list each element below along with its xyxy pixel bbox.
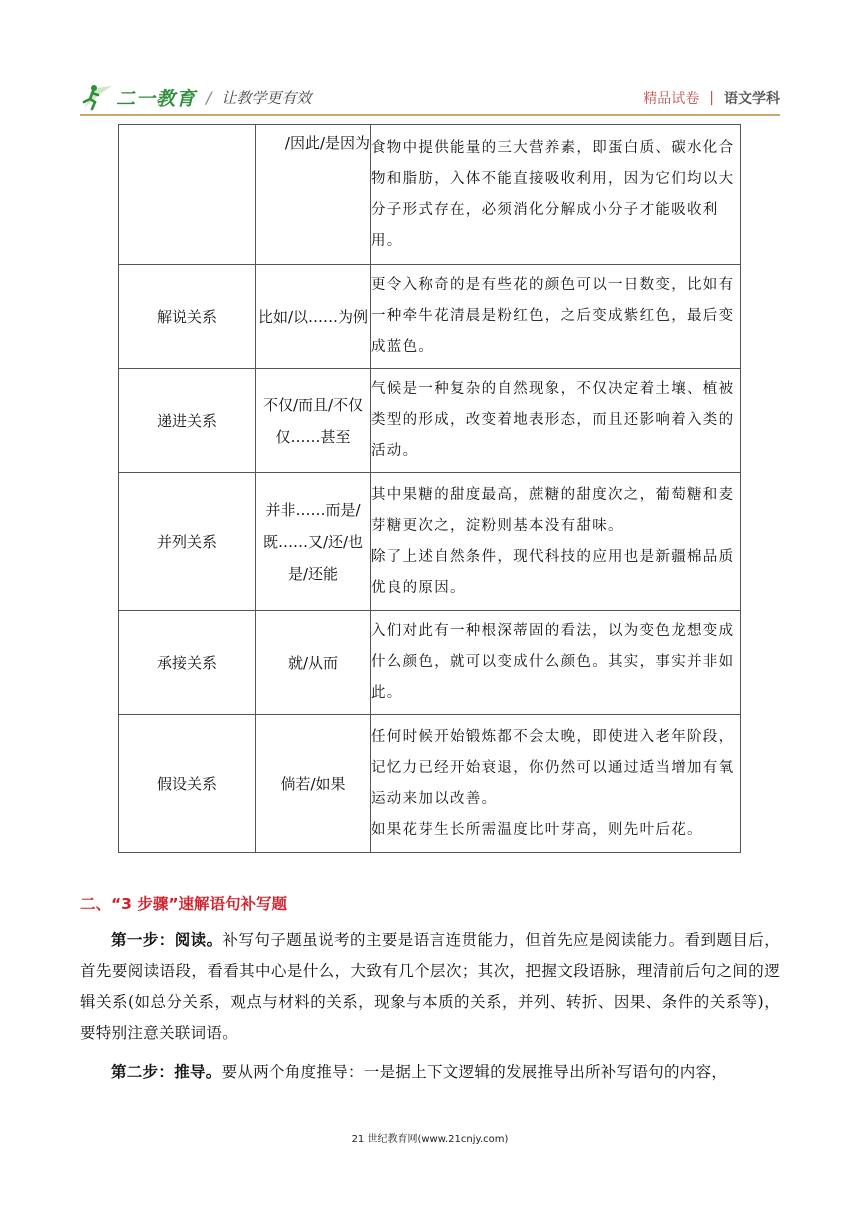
header-badges — [643, 88, 780, 108]
connective-words: 并非……而是/既……又/还/也是/还能 — [256, 473, 371, 611]
step2-text: 要从两个角度推导：一是据上下文逻辑的发展推导出所补写语句的内容， — [221, 1063, 728, 1081]
table-row — [119, 611, 741, 715]
connective-words: 就/从而 — [256, 611, 371, 715]
page-footer: 21 世纪教育网(www.21cnjy.com) — [351, 1134, 509, 1145]
example-sentence: 更令入称奇的是有些花的颜色可以一日数变，比如有一种牵牛花清晨是粉红色，之后变成紫红色，最后变成蓝色。 — [371, 277, 735, 355]
table-row — [119, 125, 741, 265]
relation-type: 并列关系 — [119, 473, 256, 611]
example-cell — [371, 611, 741, 715]
running-man-icon — [80, 82, 114, 112]
connective-words: 比如/以……为例 — [256, 265, 371, 369]
example-sentence: 入们对此有一种根深蒂固的看法，以为变色龙想变成什么颜色，就可以变成什么颜色。其实，事实并非如此。 — [371, 623, 735, 701]
table-row — [119, 265, 741, 369]
example-sentence: 除了上述自然条件，现代科技的应用也是新疆棉品质优良的原因。 — [371, 548, 735, 596]
badge-separator: | — [709, 90, 714, 106]
relation-type: 解说关系 — [119, 265, 256, 369]
table-row — [119, 473, 741, 611]
example-sentence: 任何时候开始锻炼都不会太晚，即使进入老年阶段，记忆力已经开始衰退，你仍然可以通过适当增加有氧运动来加以改善。 — [371, 728, 735, 807]
logo-slash: / — [206, 87, 212, 107]
section-title: 二、“3 步骤”速解语句补写题 — [80, 895, 288, 913]
page-header — [80, 78, 780, 118]
connective-words: 倘若/如果 — [256, 715, 371, 853]
example-cell — [371, 125, 741, 265]
connective-words: 不仅/而且/不仅仅……甚至 — [256, 369, 371, 473]
step2-label: 第二步：推导。 — [111, 1063, 222, 1081]
relation-type: 承接关系 — [119, 611, 256, 715]
header-divider — [80, 114, 780, 116]
example-cell — [371, 715, 741, 853]
example-cell — [371, 369, 741, 473]
relation-type — [119, 125, 256, 265]
example-sentence: 气候是一种复杂的自然现象，不仅决定着土壤、植被类型的形成，改变着地表形态，而且还影响着入类的活动。 — [371, 381, 735, 459]
relation-type: 递进关系 — [119, 369, 256, 473]
table-row — [119, 369, 741, 473]
relation-type: 假设关系 — [119, 715, 256, 853]
example-cell — [371, 473, 741, 611]
example-sentence: 食物中提供能量的三大营养素，即蛋白质、碳水化合物和脂肪，入体不能直接吸收利用，因为它们均以大分子形式存在，必须消化分解成小分子才能吸收利用。 — [371, 139, 735, 249]
logo-text: 二一教育 — [116, 87, 197, 110]
logo — [80, 82, 311, 112]
relation-table — [118, 124, 741, 853]
badge-subject: 语文学科 — [724, 91, 780, 107]
example-sentence: 如果花芽生长所需温度比叶芽高，则先叶后花。 — [371, 821, 703, 838]
table-row — [119, 715, 741, 853]
connective-words: /因此/是因为 — [256, 125, 371, 265]
example-cell — [371, 265, 741, 369]
logo-slogan: 让教学更有效 — [221, 88, 312, 107]
example-sentence: 其中果糖的甜度最高，蔗糖的甜度次之，葡萄糖和麦芽糖更次之，淀粉则基本没有甜味。 — [371, 486, 735, 534]
step1-text: 补写句子题虽说考的主要是语言连贯能力，但首先应是阅读能力。看到题目后，首先要阅读语段，看看其中心是什么，大致有几个层次；其次，把握文段语脉，理清前后句之间的逻辑关系(如总分关系，观点与材料的关系，现象与本质的关系，并列、转折、因果、条件的关系等)，要特别注意关联词语。 — [80, 931, 780, 1042]
step1-label: 第一步：阅读。 — [111, 931, 223, 949]
paragraph-step1 — [80, 925, 780, 1049]
paragraph-step2 — [80, 1057, 780, 1088]
badge-quality: 精品试卷 — [643, 91, 700, 107]
